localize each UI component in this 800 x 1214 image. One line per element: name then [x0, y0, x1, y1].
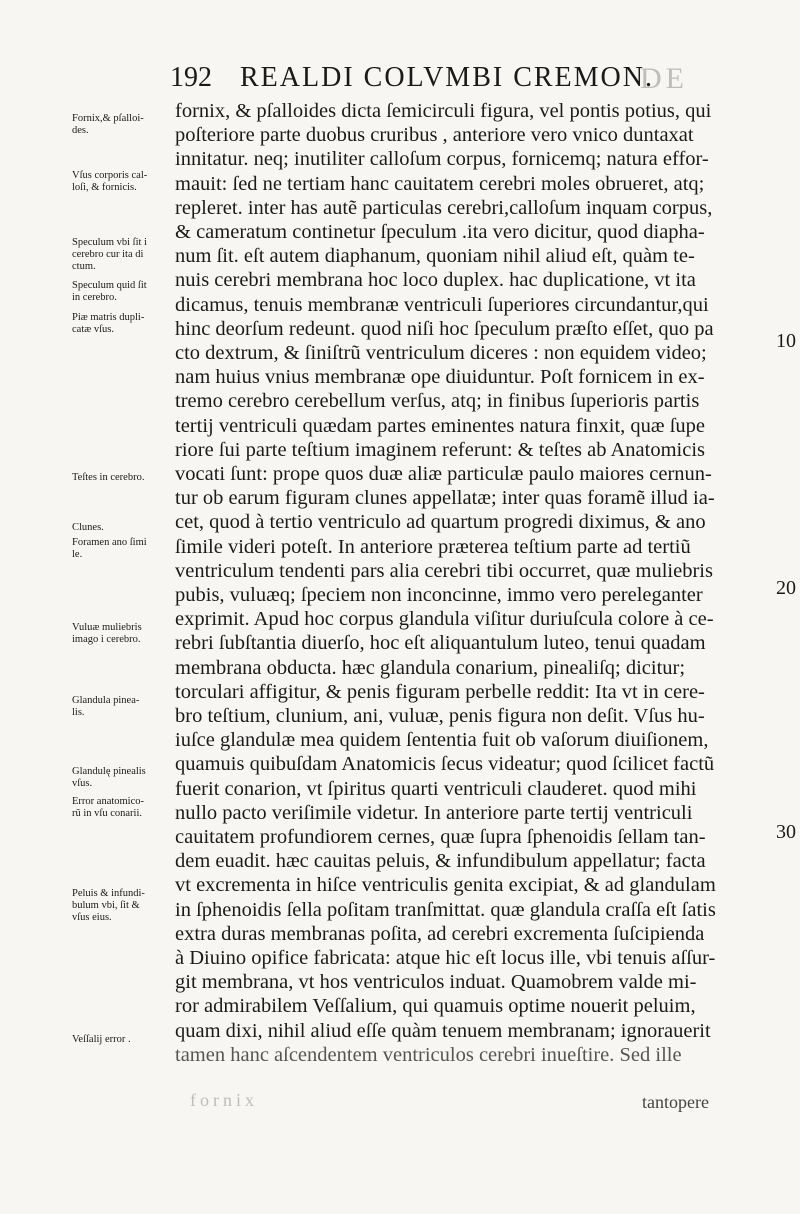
text-line: bro teſtium, clunium, ani, vuluæ, penis figura non deſit. Vſus hu-	[175, 705, 705, 727]
text-line: cto dextrum, & ſiniſtrũ ventriculum diceres : non equidem video;	[175, 342, 707, 364]
catchword: tantopere	[642, 1092, 709, 1112]
margin-note: Piæ matris dupli- catæ vſus.	[72, 312, 145, 335]
margin-note: Glandula pinea- lis.	[72, 695, 140, 718]
text-line: tertij ventriculi quædam partes eminentes natura finxit, quæ ſupe	[175, 414, 706, 437]
show-through-text: fornix	[190, 1090, 258, 1110]
margin-note: Teſtes in cerebro.	[72, 472, 145, 483]
text-line: mauit: ſed ne tertiam hanc cauitatem cerebri moles obrueret, atq;	[175, 172, 705, 195]
text-line: poſteriore parte duobus cruribus , anteriore vero vnico duntaxat	[175, 124, 694, 147]
line-number: 20	[776, 577, 796, 599]
line-number: 10	[776, 330, 796, 352]
text-line: extra duras membranas poſita, ad cerebri excrementa ſuſcipienda	[175, 922, 705, 945]
text-line: vocati ſunt: prope quos duæ aliæ particulæ paulo maiores cernun-	[175, 463, 712, 485]
margin-note: Veſſalij error .	[72, 1034, 131, 1045]
margin-note: Vſus corporis cal- loſi, & fornicis.	[72, 170, 148, 193]
text-line: hinc deorſum redeunt. quod niſi hoc ſpeculum præſto eſſet, quo pa	[175, 317, 714, 340]
text-line: dem euadit. hæc cauitas peluis, & infundibulum appellatur; facta	[175, 850, 706, 873]
margin-note: Vuluæ muliebris imago i cerebro.	[72, 622, 142, 645]
text-line: fornix, & pſalloides dicta ſemicirculi figura, vel pontis potius, qui	[175, 100, 712, 122]
margin-note: Error anatomico- rũ in vſu conarii.	[72, 796, 145, 819]
text-line: repleret. inter has autẽ particulas cerebri,calloſum inquam corpus,	[175, 196, 713, 219]
text-line: ventriculum tendenti pars alia cerebri tibi occurret, quæ muliebris	[175, 559, 713, 582]
text-line: num ſit. eſt autem diaphanum, quoniam nihil aliud eſt, quàm te-	[175, 245, 695, 268]
text-line: ror admirabilem Veſſalium, qui quamuis optime nouerit peluim,	[175, 995, 696, 1018]
margin-note: Speculum quid ſit in cerebro.	[72, 280, 147, 303]
text-line: tamen hanc aſcendentem ventriculos cerebri inueſtire. Sed ille	[175, 1043, 682, 1066]
margin-note: Clunes.	[72, 522, 104, 533]
page-header	[170, 62, 790, 102]
line-number: 30	[776, 821, 796, 843]
text-line: pubis, vuluæq; ſpeciem non inconcinne, immo vero pereleganter	[175, 584, 703, 606]
text-line: & cameratum continetur ſpeculum .ita vero dicitur, quod diapha-	[175, 221, 705, 243]
text-line: nullo pacto veriſimile videtur. In anteriore parte tertij ventriculi	[175, 801, 693, 824]
margin-note: Glandulę pinealis vſus.	[72, 766, 146, 789]
page-number: 192	[170, 62, 212, 93]
text-line: cauitatem profundiorem cernes, quæ ſupra ſphenoidis ſellam tan-	[175, 826, 706, 848]
margin-note: Speculum vbi ſit i cerebro cur ita di ctum.	[72, 237, 147, 272]
text-line: quamuis quibuſdam Anatomicis ſecus videatur; quod ſcilicet factũ	[175, 753, 715, 776]
text-line: à Diuino opifice fabricata: atque hic eſt locus ille, vbi tenuis aſſur-	[175, 947, 716, 969]
margin-notes	[0, 0, 175, 1214]
text-line: riore ſui parte teſtium imaginem referunt: & teſtes ab Anatomicis	[175, 438, 705, 461]
text-line: git membrana, vt hos ventriculos induat. Quamobrem valde mi-	[175, 971, 697, 994]
text-line: ſimile videri poteſt. In anteriore præterea teſtium parte ad tertiũ	[175, 535, 691, 558]
margin-note: Peluis & infundi- bulum vbi, ſit & vſus eius.	[72, 888, 145, 923]
text-line: rebri ſubſtantia diuerſo, hoc eſt aliquantulum luteo, tenui quadam	[175, 632, 706, 655]
text-line: nam huius vnius membranæ ope diuiduntur. Poſt fornicem in ex-	[175, 366, 705, 389]
text-line: tur ob earum figuram clunes appellatæ; inter quas foramẽ illud ia-	[175, 487, 715, 510]
text-line: innitatur. neq; inutiliter calloſum corpus, fornicemq; natura effor-	[175, 148, 709, 171]
margin-note: Foramen ano ſimi le.	[72, 537, 147, 560]
text-line: in ſphenoidis ſella poſitam tranſmittat. quæ glandula craſſa eſt ſatis	[175, 898, 716, 921]
running-head: REALDI COLVMBI CREMON.	[240, 62, 654, 93]
text-line: dicamus, tenuis membranæ ventriculi ſuperiores circundantur,qui	[175, 293, 709, 316]
show-through-text: DE	[640, 62, 688, 95]
text-line: cet, quod à tertio ventriculo ad quartum progredi diximus, & ano	[175, 511, 706, 534]
text-line: nuis cerebri membrana hoc loco duplex. hac duplicatione, vt ita	[175, 269, 696, 292]
text-line: exprimit. Apud hoc corpus glandula viſitur duriuſcula colore à ce-	[175, 608, 714, 631]
text-line: fuerit conarion, vt ſpiritus quarti ventriculi clauderet. quod mihi	[175, 777, 697, 800]
text-line: quam dixi, nihil aliud eſſe quàm tenuem membranam; ignorauerit	[175, 1019, 711, 1042]
text-line: tremo cerebro cerebellum verſus, atq; in finibus ſuperioris partis	[175, 390, 700, 413]
margin-note: Fornix,& pſalloi- des.	[72, 113, 144, 136]
text-line: membrana obducta. hæc glandula conarium, pinealiſq; dicitur;	[175, 656, 686, 679]
text-line: iuſce glandulæ mea quidem ſententia fuit ob vaſorum diuiſionem,	[175, 729, 709, 752]
text-line: torculari affigitur, & penis figuram perbelle reddit: Ita vt in cere-	[175, 680, 705, 703]
text-line: vt excrementa in hiſce ventriculis genita excipiat, & ad glandulam	[175, 874, 716, 897]
